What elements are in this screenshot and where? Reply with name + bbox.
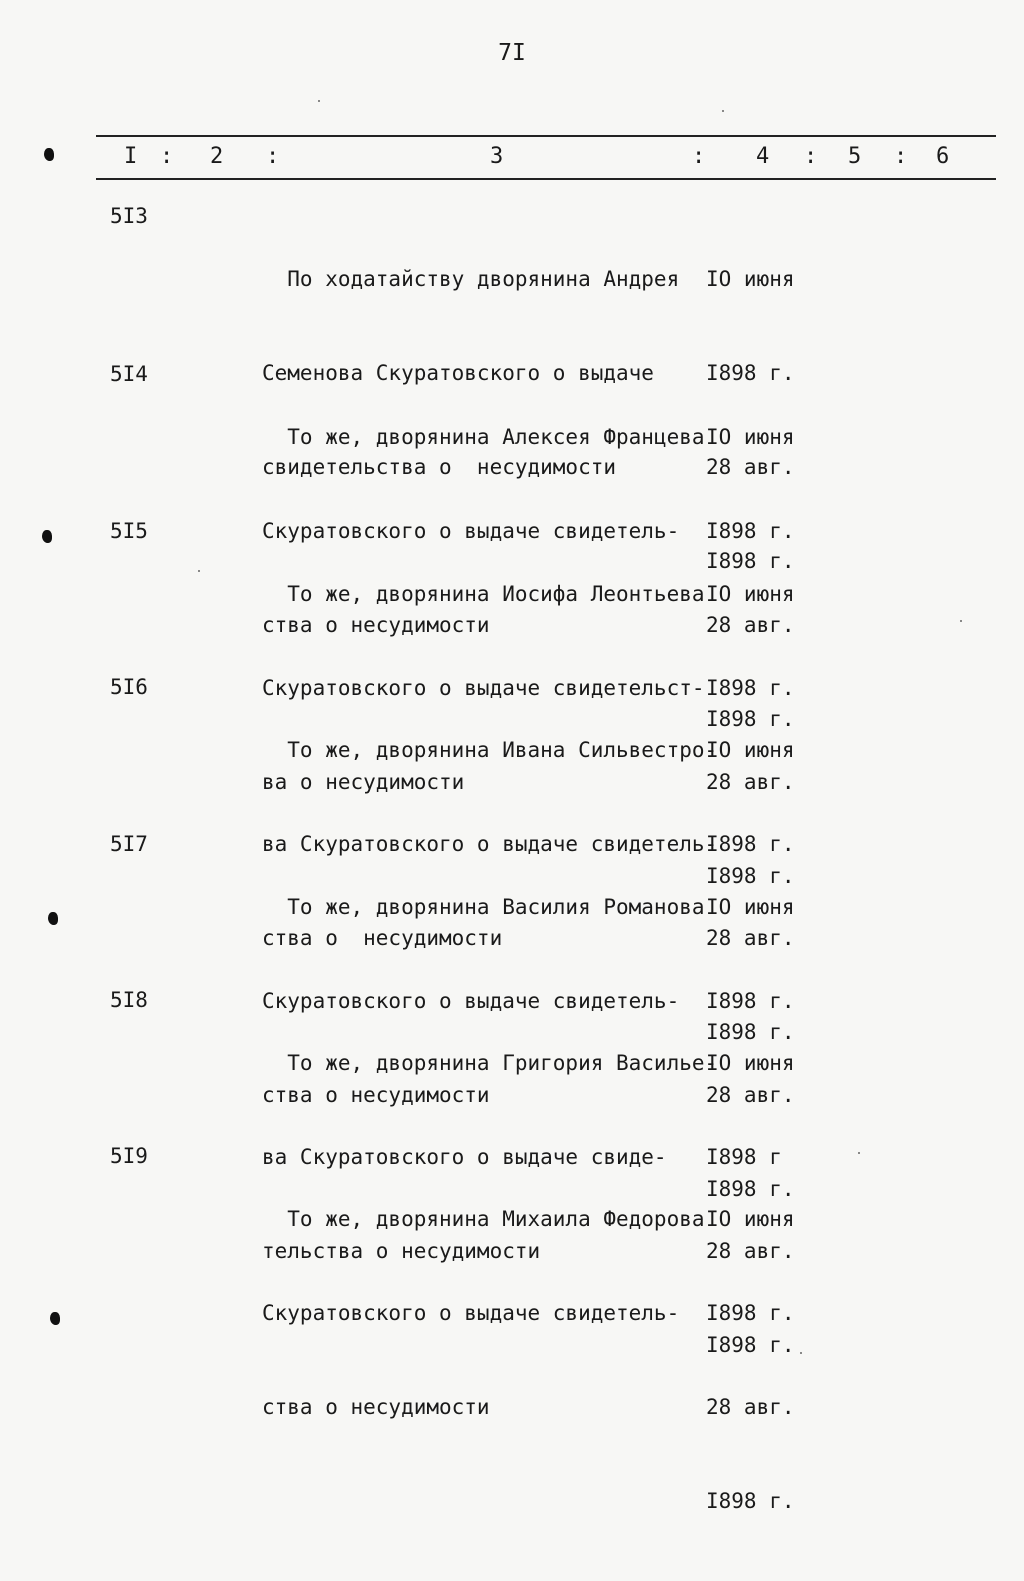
date-line: 28 авг.: [706, 770, 795, 795]
date-line: 28 авг.: [706, 1395, 795, 1420]
description-line: ва Скуратовского о выдаче свидетель-: [262, 832, 718, 857]
description-line: Скуратовского о выдаче свидетельст-: [262, 676, 705, 701]
entry-dates: [706, 1141, 795, 1581]
description-line: То же, дворянина Василия Романова: [262, 894, 705, 919]
column-header-2: 2: [210, 144, 224, 169]
description-line: ва Скуратовского о выдаче свиде-: [262, 1145, 667, 1170]
description-line: То же, дворянина Ивана Сильвестро-: [262, 737, 718, 762]
entry-number: 5I5: [110, 519, 148, 543]
date-line: I898 г.: [706, 1020, 795, 1045]
date-line: IO июня: [706, 894, 795, 919]
entry-number: 5I3: [110, 204, 148, 228]
description-line: ства о несудимости: [262, 1395, 490, 1420]
description-line: ства о несудимости: [262, 1083, 490, 1108]
date-line: 28 авг.: [706, 613, 795, 638]
date-line: IO июня: [706, 424, 795, 449]
entry-description: [262, 1141, 705, 1486]
date-line: IO июня: [706, 1050, 795, 1075]
description-line: То же, дворянина Михаила Федорова: [262, 1206, 705, 1231]
date-line: I898 г.: [706, 1301, 795, 1326]
date-line: 28 авг.: [706, 455, 795, 480]
dust-speck: [960, 620, 962, 622]
dust-speck: [800, 1352, 802, 1354]
description-line: ва о несудимости: [262, 770, 465, 795]
column-separator: :: [804, 144, 818, 169]
date-line: 28 авг.: [706, 1083, 795, 1108]
description-line: ства о несудимости: [262, 926, 503, 951]
page-number: 7I: [498, 40, 526, 66]
binding-hole-mark: [44, 148, 54, 161]
date-line: I898 г: [706, 1145, 782, 1170]
entry-number: 5I7: [110, 832, 148, 856]
date-line: IO июня: [706, 1206, 795, 1231]
binding-hole-mark: [50, 1312, 60, 1325]
date-line: I898 г.: [706, 707, 795, 732]
column-separator: :: [894, 144, 908, 169]
date-line: I898 г.: [706, 676, 795, 701]
table-header-top-rule: [96, 135, 996, 137]
dust-speck: [858, 1152, 860, 1154]
date-line: IO июня: [706, 581, 795, 606]
dust-speck: [198, 570, 200, 572]
entry-number: 5I4: [110, 362, 148, 386]
date-line: IO июня: [706, 266, 795, 291]
column-separator: :: [266, 144, 280, 169]
date-line: 28 авг.: [706, 926, 795, 951]
description-line: тельства о несудимости: [262, 1239, 541, 1264]
column-header-1: I: [124, 144, 138, 169]
date-line: I898 г.: [706, 361, 795, 386]
dust-speck: [722, 110, 724, 112]
description-line: Скуратовского о выдаче свидетель-: [262, 1301, 680, 1326]
date-line: I898 г.: [706, 519, 795, 544]
description-line: То же, дворянина Алексея Францева: [262, 424, 705, 449]
description-line: По ходатайству дворянина Андрея: [262, 266, 680, 291]
binding-hole-mark: [42, 530, 52, 543]
description-line: Семенова Скуратовского о выдаче: [262, 361, 654, 386]
description-line: То же, дворянина Иосифа Леонтьева: [262, 581, 705, 606]
description-line: свидетельства о несудимости: [262, 455, 617, 480]
date-line: 28 авг.: [706, 1239, 795, 1264]
date-line: I898 г.: [706, 549, 795, 574]
date-line: I898 г.: [706, 989, 795, 1014]
date-line: I898 г.: [706, 1177, 795, 1202]
dust-speck: [318, 100, 320, 102]
column-header-6: 6: [936, 144, 950, 169]
column-header-4: 4: [756, 144, 770, 169]
column-header-5: 5: [848, 144, 862, 169]
entry-number: 5I9: [110, 1144, 148, 1168]
description-line: ства о несудимости: [262, 613, 490, 638]
date-line: I898 г.: [706, 832, 795, 857]
column-separator: :: [160, 144, 174, 169]
date-line: I898 г.: [706, 1333, 795, 1358]
table-header-bottom-rule: [96, 178, 996, 180]
entry-number: 5I6: [110, 675, 148, 699]
description-line: То же, дворянина Григория Василье-: [262, 1050, 718, 1075]
binding-hole-mark: [48, 912, 58, 925]
entry-number: 5I8: [110, 988, 148, 1012]
date-line: IO июня: [706, 737, 795, 762]
date-line: I898 г.: [706, 1489, 795, 1514]
description-line: Скуратовского о выдаче свидетель-: [262, 989, 680, 1014]
column-separator: :: [692, 144, 706, 169]
column-header-3: 3: [490, 144, 504, 169]
description-line: Скуратовского о выдаче свидетель-: [262, 519, 680, 544]
date-line: I898 г.: [706, 864, 795, 889]
